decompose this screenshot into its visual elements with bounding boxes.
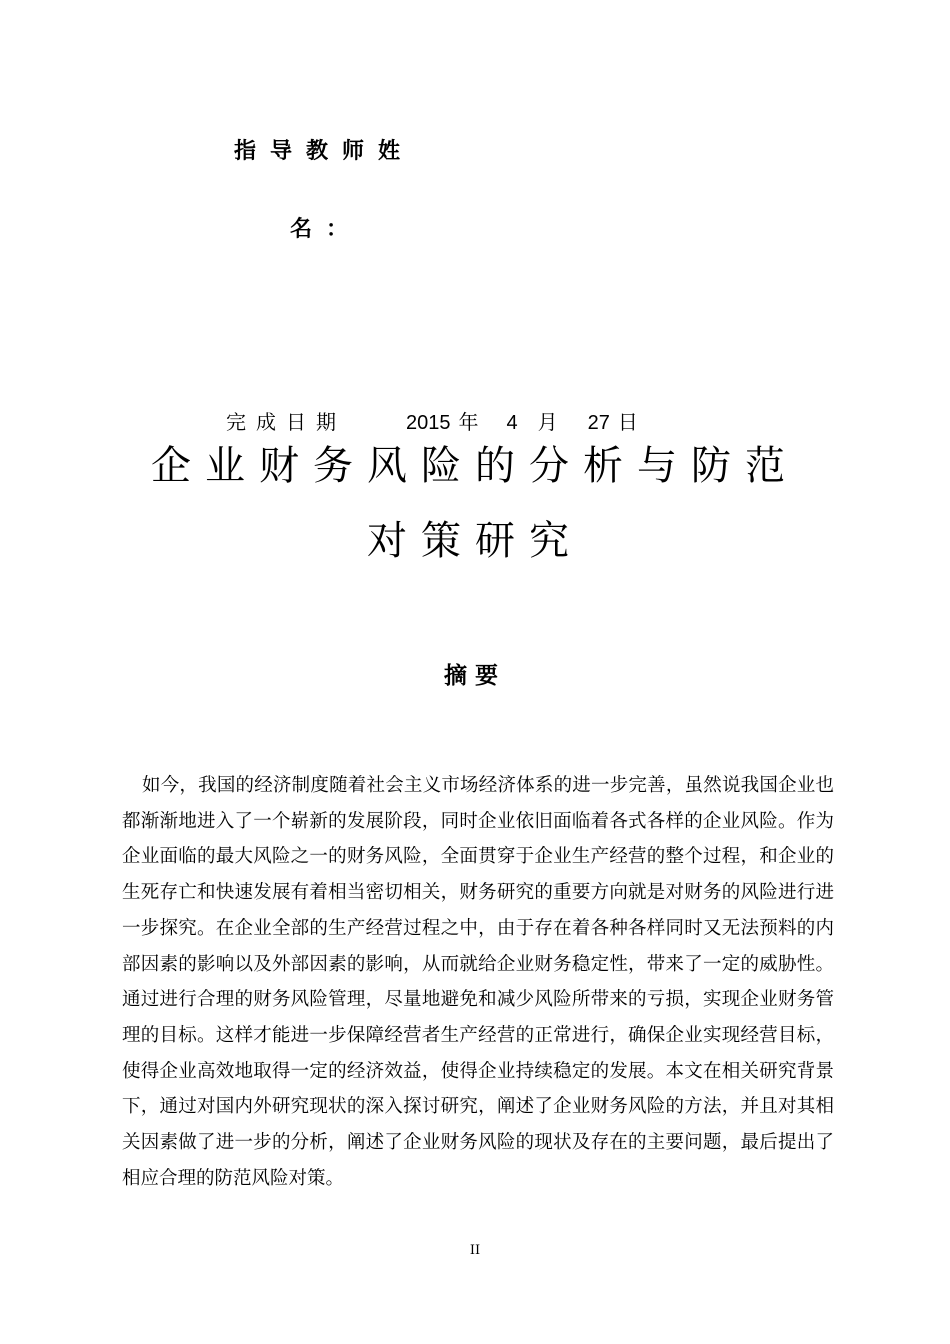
completion-year: 2015 xyxy=(406,412,451,434)
abstract-heading: 摘要 xyxy=(444,663,506,689)
thesis-title-line-1: 企业财务风险的分析与防范 xyxy=(151,443,799,489)
completion-day: 27 xyxy=(587,412,610,434)
advisor-name-label-continued: 名： xyxy=(290,217,363,242)
abstract-body: 如今，我国的经济制度随着社会主义市场经济体系的进一步完善，虽然说我国企业也都渐渐地进入了一个崭新的发展阶段，同时企业依旧面临着各式各样的企业风险。作为企业面临的最大风险之一的财务风险，全面贯穿于企业生产经营的整个过程，和企业的生死存亡和快速发展有着相当密切相关，财务研究的重要方向就是对财务的风险进行进一步探究。在企业全部的生产经营过程之中，由于存在着各种各样同时又无法预料的内部因素的影响以及外部因素的影响，从而就给企业财务稳定性，带来了一定的威胁性。通过进行合理的财务风险管理，尽量地避免和减少风险所带来的亏损，实现企业财务管理的目标。这样才能进一步保障经营者生产经营的正常进行，确保企业实现经营目标，使得企业高效地取得一定的经济效益，使得企业持续稳定的发展。本文在相关研究背景下，通过对国内外研究现状的深入探讨研究，阐述了企业财务风险的方法，并且对其相关因素做了进一步的分析，阐述了企业财务风险的现状及存在的主要问题，最后提出了相应合理的防范风险对策。 xyxy=(122,775,834,1189)
advisor-name-label: 指导教师姓 xyxy=(234,139,415,164)
completion-month: 4 xyxy=(506,412,518,434)
year-unit: 年 xyxy=(458,412,479,434)
completion-date xyxy=(226,406,638,435)
day-unit: 日 xyxy=(617,412,638,434)
completion-date-label: 完成日期 xyxy=(226,412,346,434)
month-unit: 月 xyxy=(537,412,558,434)
thesis-title-line-2: 对策研究 xyxy=(367,518,583,564)
page-number: II xyxy=(469,1243,481,1258)
